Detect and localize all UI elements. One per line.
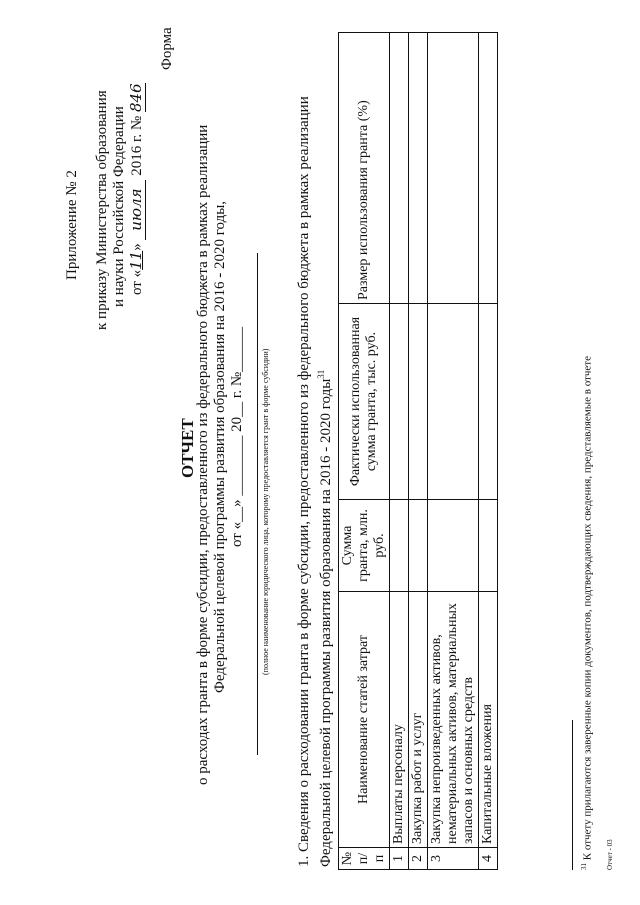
order-line-2: и науки Российской Федерации xyxy=(111,106,127,307)
order-year: 2016 г. № xyxy=(129,115,145,176)
table-row: 4 Капитальные вложения xyxy=(479,33,498,870)
footnote-text: К отчету прилагаются заверенные копии документов, подтверждающих сведения, представляемые в отчете xyxy=(581,356,594,861)
order-date-line xyxy=(128,83,146,295)
footnote xyxy=(580,356,594,870)
footnote-mark: 31 xyxy=(580,863,588,870)
footnote-separator xyxy=(572,720,573,870)
table-header-row xyxy=(339,33,390,870)
page-code: Отчет - 03 xyxy=(606,839,614,870)
recipient-caption: (полное наименование юридического лица, которому предоставляется грант в форме субсидии) xyxy=(261,348,270,675)
appendix-label: Приложение № 2 xyxy=(64,170,80,280)
report-title: ОТЧЕТ xyxy=(178,418,197,478)
order-number: 846 xyxy=(127,83,145,113)
section1-line-2: Федеральной целевой программы развития образования на 2016 - 2020 годы$^{31}$ xyxy=(316,369,334,867)
table-row: 3 Закупка непроизведенных активов, нематериальных активов, материальных запасов и основных средств xyxy=(428,33,479,870)
table-row: 1 Выплаты персоналу xyxy=(390,33,409,870)
subtitle-line-2: Федеральной целевой программы развития образования на 2016 - 2020 годы, xyxy=(212,200,228,693)
section1-line-1: 1. Сведения о расходовании гранта в форме субсидии, предоставленного из федерального бюджета в рамках реализации xyxy=(296,96,312,867)
col-header-used: Фактически использованная сумма гранта, тыс. руб. xyxy=(339,304,390,500)
order-from: от « xyxy=(129,269,145,295)
order-month: июля xyxy=(128,180,146,240)
footnote-ref: 31 xyxy=(316,369,326,379)
subtitle-line-3: от «__» ________ 20__ г. №______ xyxy=(229,326,245,547)
form-label: Форма xyxy=(159,27,175,70)
table-row: 2 Закупка работ и услуг xyxy=(409,33,428,870)
col-header-percent: Размер использования гранта (%) xyxy=(339,33,390,304)
col-header-grant: Сумма гранта, млн. руб. xyxy=(339,500,390,592)
order-line-1: к приказу Министерства образования xyxy=(94,90,110,330)
col-header-name: Наименование статей затрат xyxy=(339,592,390,848)
expense-table xyxy=(338,32,498,870)
order-mid: » xyxy=(129,243,145,251)
subtitle-line-1: о расходах гранта в форме субсидии, предоставленного из федерального бюджета в рамках реализации xyxy=(195,124,211,785)
recipient-line xyxy=(257,253,258,755)
order-day: 11 xyxy=(127,250,145,270)
col-header-num: № п/п xyxy=(339,848,390,870)
